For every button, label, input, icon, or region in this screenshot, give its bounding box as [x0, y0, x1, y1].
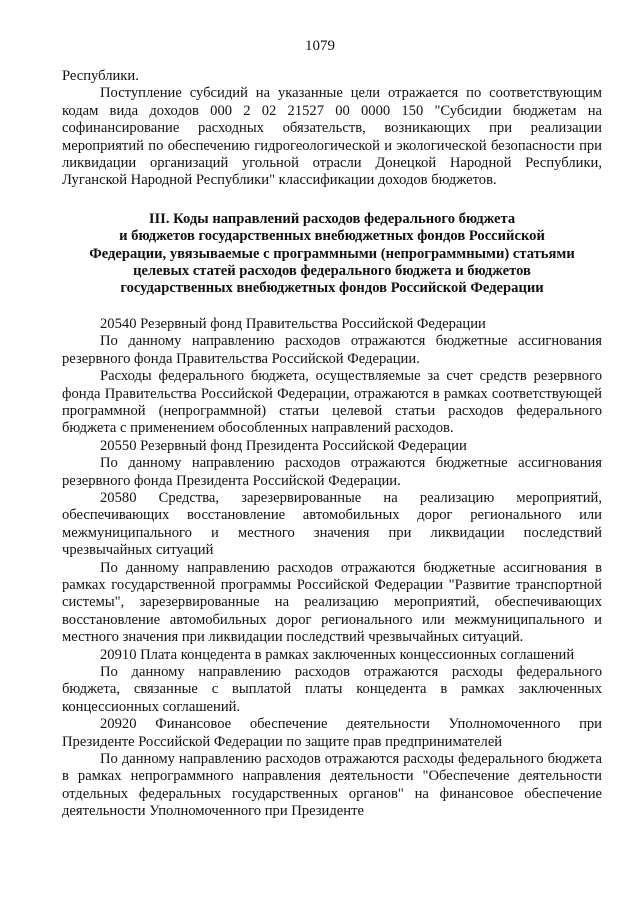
page-number: 1079 [305, 38, 335, 54]
code-title-20550: 20550 Резервный фонд Президента Российской Федерации [100, 437, 467, 454]
heading-line: целевых статей расходов федерального бюджета и бюджетов [133, 263, 531, 280]
paragraph: По данному направлению расходов отражаются расходы федерального бюджета, связанные с выплатой платы концедента в рамках заключенных концессионных соглашений. [62, 664, 602, 715]
paragraph: По данному направлению расходов отражаются расходы федерального бюджета в рамках непрограммного направления деятельности "Обеспечение деятельности отдельных федеральных государственных органов" на финансовое обеспечение деятельности Уполномоченного при Президенте [62, 751, 602, 820]
code-title-20580: 20580 Средства, зарезервированные на реализацию мероприятий, обеспечивающих восстановление автомобильных дорог регионального или межмуниципального и местного значения при ликвидации последствий чрезвычайных ситуаций [62, 489, 602, 559]
heading-line: государственных внебюджетных фондов Российской Федерации [120, 280, 544, 297]
intro-paragraph: Поступление субсидий на указанные цели отражается по соответствующим кодам вида доходов 000 2 02 21527 00 0000 150 "Субсидии бюджетам на софинансирование расходных обязательств, возникающих при реализации мероприятий по обеспечению гидрогеологической и экологической безопасности при ликвидации организаций угольной отрасли Донецкой Народной Республики, Луганской Народной Республики" классификации доходов бюджетов. [62, 85, 602, 189]
heading-line: III. Коды направлений расходов федерального бюджета [148, 210, 516, 227]
heading-line: и бюджетов государственных внебюджетных фондов Российской [119, 228, 545, 245]
code-title-20920: 20920 Финансовое обеспечение деятельности Уполномоченного при Президенте Российской Федерации по защите прав предпринимателей [62, 716, 602, 750]
heading-line: Федерации, увязываемые с программными (непрограммными) статьями [89, 245, 575, 262]
intro-continuation: Республики. [62, 68, 139, 84]
code-title-20910: 20910 Плата концедента в рамках заключенных концессионных соглашений [100, 646, 575, 663]
code-title-20540: 20540 Резервный фонд Правительства Российской Федерации [100, 315, 486, 332]
paragraph: Расходы федерального бюджета, осуществляемые за счет средств резервного фонда Правительства Российской Федерации, отражаются в рамках соответствующей программной (непрограммной) статьи целевой статьи расходов федерального бюджета с применением обособленных направлений расходов. [62, 368, 602, 437]
paragraph: По данному направлению расходов отражаются бюджетные ассигнования резервного фонда Правительства Российской Федерации. [62, 333, 602, 367]
section-heading [62, 211, 602, 298]
paragraph: По данному направлению расходов отражаются бюджетные ассигнования резервного фонда Президента Российской Федерации. [62, 455, 602, 489]
document-body [62, 68, 602, 821]
paragraph: По данному направлению расходов отражаются бюджетные ассигнования в рамках государственной программы Российской Федерации "Развитие транспортной системы", зарезервированные на реализацию мероприятий, обеспечивающих восстановление автомобильных дорог регионального или межмуниципального и местного значения при ликвидации последствий чрезвычайных ситуаций. [62, 559, 602, 646]
